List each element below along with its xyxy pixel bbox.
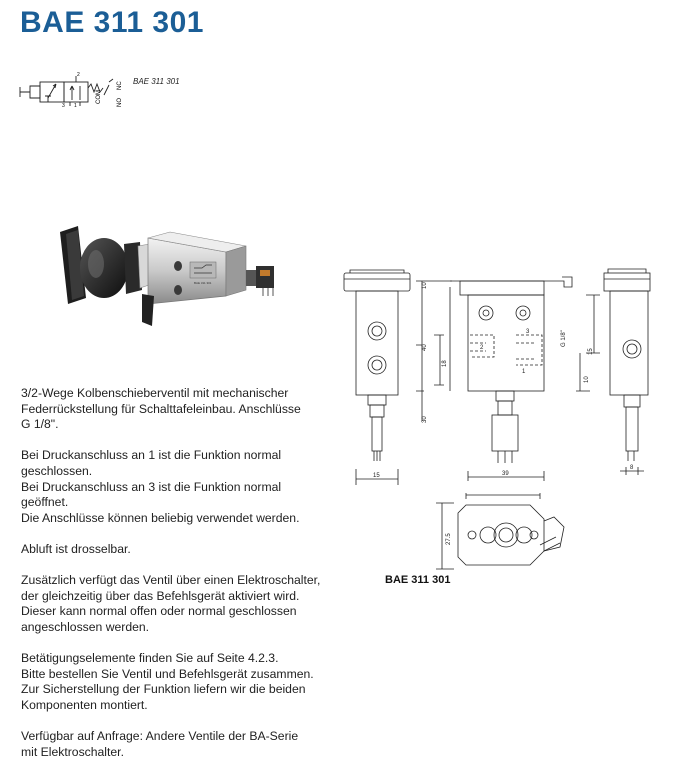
description-paragraph: Abluft ist drosselbar. xyxy=(21,541,131,556)
description-paragraph: Bei Druckanschluss an 1 ist die Funktion normal geschlossen. Bei Druckanschluss an 3 ist die Funktion normal geöffnet. Die Anschlüsse können beliebig verwendet werden. xyxy=(21,448,300,525)
product-description xyxy=(21,386,331,760)
port-label-3: 3 xyxy=(526,329,530,335)
dim-side-width: 8 xyxy=(630,465,634,471)
port-label-2: 2 xyxy=(480,345,484,351)
product-title: BAE 311 301 xyxy=(20,6,204,39)
port-label-1: 1 xyxy=(522,369,526,375)
dim-front-top: 10 xyxy=(422,282,428,289)
dim-front-lower: 30 xyxy=(422,416,428,423)
drawing-caption: BAE 311 301 xyxy=(385,574,451,586)
symbol-code: BAE 311 301 xyxy=(133,77,180,86)
symbol-port-2: 2 xyxy=(77,72,80,78)
dim-front-height: 40 xyxy=(422,344,428,351)
technical-drawing xyxy=(330,255,670,575)
description-paragraph: 3/2-Wege Kolbenschieberventil mit mechanischer Federrückstellung für Schalttafeleinbau. Anschlüsse G 1/8". xyxy=(21,386,301,432)
description-paragraph: Zusätzlich verfügt das Ventil über einen Elektroschalter, der gleichzeitig über das Befehlsgerät aktiviert wird. Dieser kann normal offen oder normal geschlossen angeschlossen werden. xyxy=(21,573,321,634)
dim-bottom-width: 39 xyxy=(502,471,509,477)
dim-plan-height: 27.5 xyxy=(446,533,452,545)
symbol-port-1: 1 xyxy=(74,103,77,108)
dim-thread: G 1/8" xyxy=(561,330,567,347)
description-paragraph: Betätigungselemente finden Sie auf Seite 4.2.3. Bitte bestellen Sie Ventil und Befehlsgerät zusammen. Zur Sicherstellung der Funktion liefern wir die beiden Komponenten montiert. xyxy=(21,651,314,712)
switch-label-nc: NC xyxy=(117,81,123,90)
symbol-port-3: 3 xyxy=(62,103,65,108)
valve-symbol xyxy=(18,68,133,108)
dim-right-small-2: 10 xyxy=(584,376,590,383)
switch-label-com: COM xyxy=(96,90,102,104)
dim-port-dist: 18 xyxy=(442,360,448,367)
product-photo xyxy=(50,218,285,328)
switch-label-no: NO xyxy=(117,98,123,107)
dim-right-small-1: 15 xyxy=(588,348,594,355)
description-paragraph: Verfügbar auf Anfrage: Andere Ventile der BA-Serie mit Elektroschalter. xyxy=(21,729,299,759)
photo-label: BAE 311 301 xyxy=(194,281,212,285)
dim-front-width: 15 xyxy=(373,473,380,479)
